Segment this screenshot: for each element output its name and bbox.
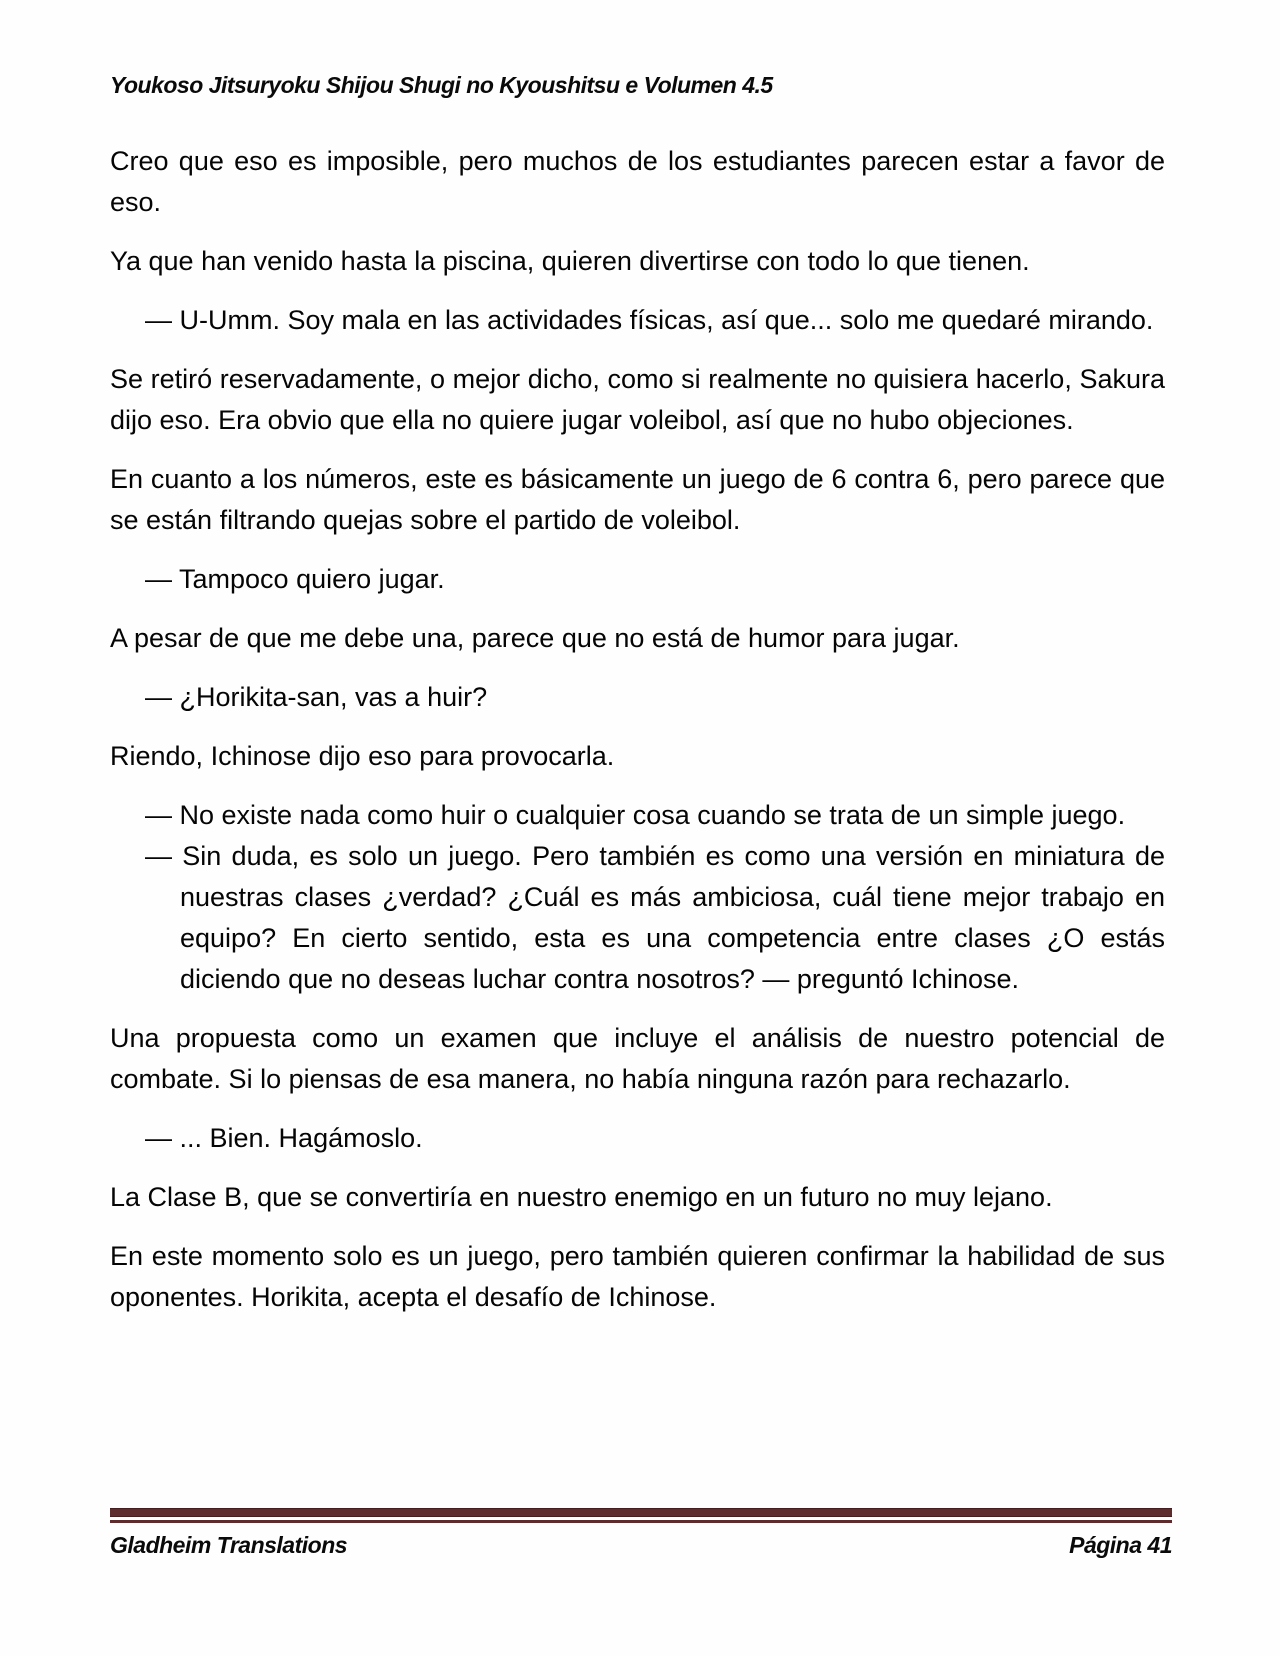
footer-page-number: Página 41	[1069, 1532, 1172, 1558]
page-footer	[110, 1508, 1172, 1559]
footer-translator-credit: Gladheim Translations	[110, 1532, 348, 1558]
footer-rule-thin	[110, 1520, 1172, 1523]
paragraph: Ya que han venido hasta la piscina, quieren divertirse con todo lo que tienen.	[110, 246, 1030, 276]
paragraph: Se retiró reservadamente, o mejor dicho, como si realmente no quisiera hacerlo, Sakura dijo eso. Era obvio que ella no quiere jugar voleibol, así que no hubo objeciones.	[110, 364, 1165, 435]
dialogue-paragraph: — ... Bien. Hagámoslo.	[145, 1123, 423, 1153]
footer-rule-thick	[110, 1508, 1172, 1517]
dialogue-paragraph: — No existe nada como huir o cualquier cosa cuando se trata de un simple juego.	[145, 800, 1126, 830]
dialogue-paragraph: — Tampoco quiero jugar.	[145, 564, 445, 594]
footer-rule	[110, 1508, 1172, 1523]
paragraph: Una propuesta como un examen que incluye el análisis de nuestro potencial de combate. Si lo piensas de esa manera, no había ninguna razón para rechazarlo.	[110, 1023, 1165, 1094]
paragraph: A pesar de que me debe una, parece que no está de humor para jugar.	[110, 623, 960, 653]
dialogue-paragraph: — Sin duda, es solo un juego. Pero también es como una versión en miniatura de nuestras clases ¿verdad? ¿Cuál es más ambiciosa, cuál tiene mejor trabajo en equipo? En cierto sentido, esta es una competencia entre clases ¿O estás diciendo que no deseas luchar contra nosotros? — preguntó Ichinose.	[145, 841, 1165, 994]
dialogue-paragraph: — ¿Horikita-san, vas a huir?	[145, 682, 488, 712]
paragraph: En cuanto a los números, este es básicamente un juego de 6 contra 6, pero parece que se están filtrando quejas sobre el partido de voleibol.	[110, 464, 1165, 535]
paragraph: En este momento solo es un juego, pero también quieren confirmar la habilidad de sus oponentes. Horikita, acepta el desafío de Ichinose.	[110, 1241, 1165, 1312]
paragraph: La Clase B, que se convertiría en nuestro enemigo en un futuro no muy lejano.	[110, 1182, 1053, 1212]
page-body	[110, 141, 1165, 1336]
footer-row	[110, 1532, 1172, 1559]
paragraph: Creo que eso es imposible, pero muchos de los estudiantes parecen estar a favor de eso.	[110, 146, 1165, 217]
paragraph: Riendo, Ichinose dijo eso para provocarla.	[110, 741, 615, 771]
header-title: Youkoso Jitsuryoku Shijou Shugi no Kyoushitsu e Volumen 4.5	[110, 72, 773, 98]
page-header	[110, 72, 1165, 99]
dialogue-paragraph: — U-Umm. Soy mala en las actividades físicas, así que... solo me quedaré mirando.	[145, 305, 1154, 335]
